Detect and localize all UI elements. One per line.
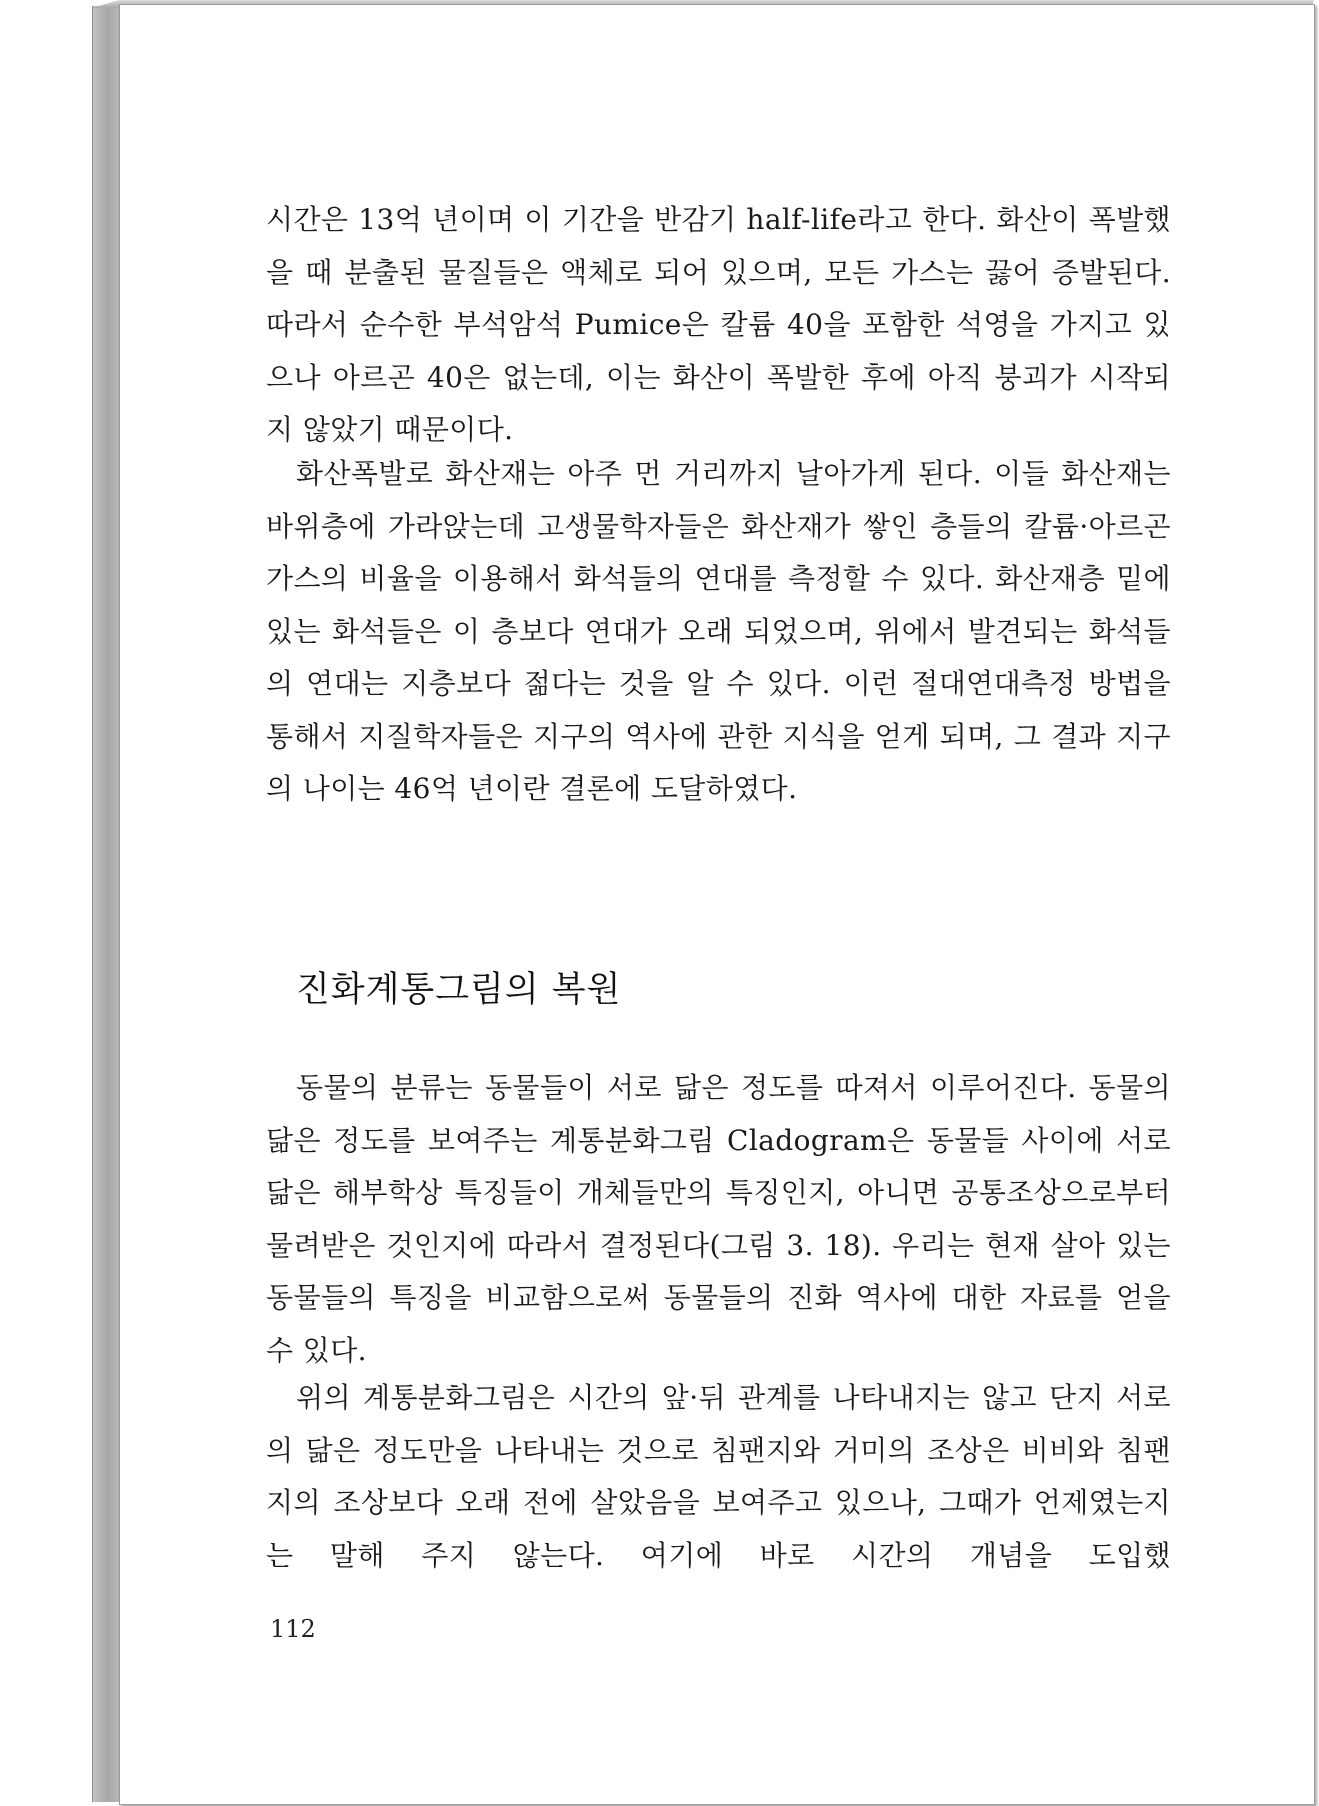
book-spine bbox=[92, 6, 121, 1802]
page-number: 112 bbox=[270, 1615, 316, 1643]
paragraph-half-life: 시간은 13억 년이며 이 기간을 반감기 half-life라고 한다. 화산이 폭발했을 때 분출된 물질들은 액체로 되어 있으며, 모든 가스는 끓어 증발된다. 따라서 순수한 부석암석 Pumice은 칼륨 40을 포함한 석영을 가지고 있으나 아르곤 40은 없는데, 이는 화산이 폭발한 후에 아직 붕괴가 시작되지 않았기 때문이다. bbox=[266, 203, 1171, 446]
paragraph-classification: 동물의 분류는 동물들이 서로 닮은 정도를 따져서 이루어진다. 동물의 닮은 정도를 보여주는 계통분화그림 Cladogram은 동물들 사이에 서로 닮은 해부학상 특징들이 개체들만의 특징인지, 아니면 공통조상으로부터 물려받은 것인지에 따라서 결정된다(그림 3. 18). 우리는 현재 살아 있는 동물들의 특징을 비교함으로써 동물들의 진화 역사에 대한 자료를 얻을 수 있다. bbox=[266, 1071, 1171, 1367]
paragraph-volcanic-ash: 화산폭발로 화산재는 아주 먼 거리까지 날아가게 된다. 이들 화산재는 바위층에 가라앉는데 고생물학자들은 화산재가 쌓인 층들의 칼륨·아르곤 가스의 비율을 이용해서 화석들의 연대를 측정할 수 있다. 화산재층 밑에 있는 화석들은 이 층보다 연대가 오래 되었으며, 위에서 발견되는 화석들의 연대는 지층보다 젊다는 것을 알 수 있다. 이런 절대연대측정 방법을 통해서 지질학자들은 지구의 역사에 관한 지식을 얻게 되며, 그 결과 지구의 나이는 46억 년이란 결론에 도달하였다. bbox=[266, 457, 1171, 805]
section-title: 진화계통그림의 복원 bbox=[296, 970, 622, 1010]
paragraph-cladogram-time: 위의 계통분화그림은 시간의 앞·뒤 관계를 나타내지는 않고 단지 서로의 닮은 정도만을 나타내는 것으로 침팬지와 거미의 조상은 비비와 침팬지의 조상보다 오래 전에 살았음을 보여주고 있으나, 그때가 언제였는지는 말해 주지 않는다. 여기에 바로 시간의 개념을 도입했 bbox=[266, 1381, 1171, 1572]
